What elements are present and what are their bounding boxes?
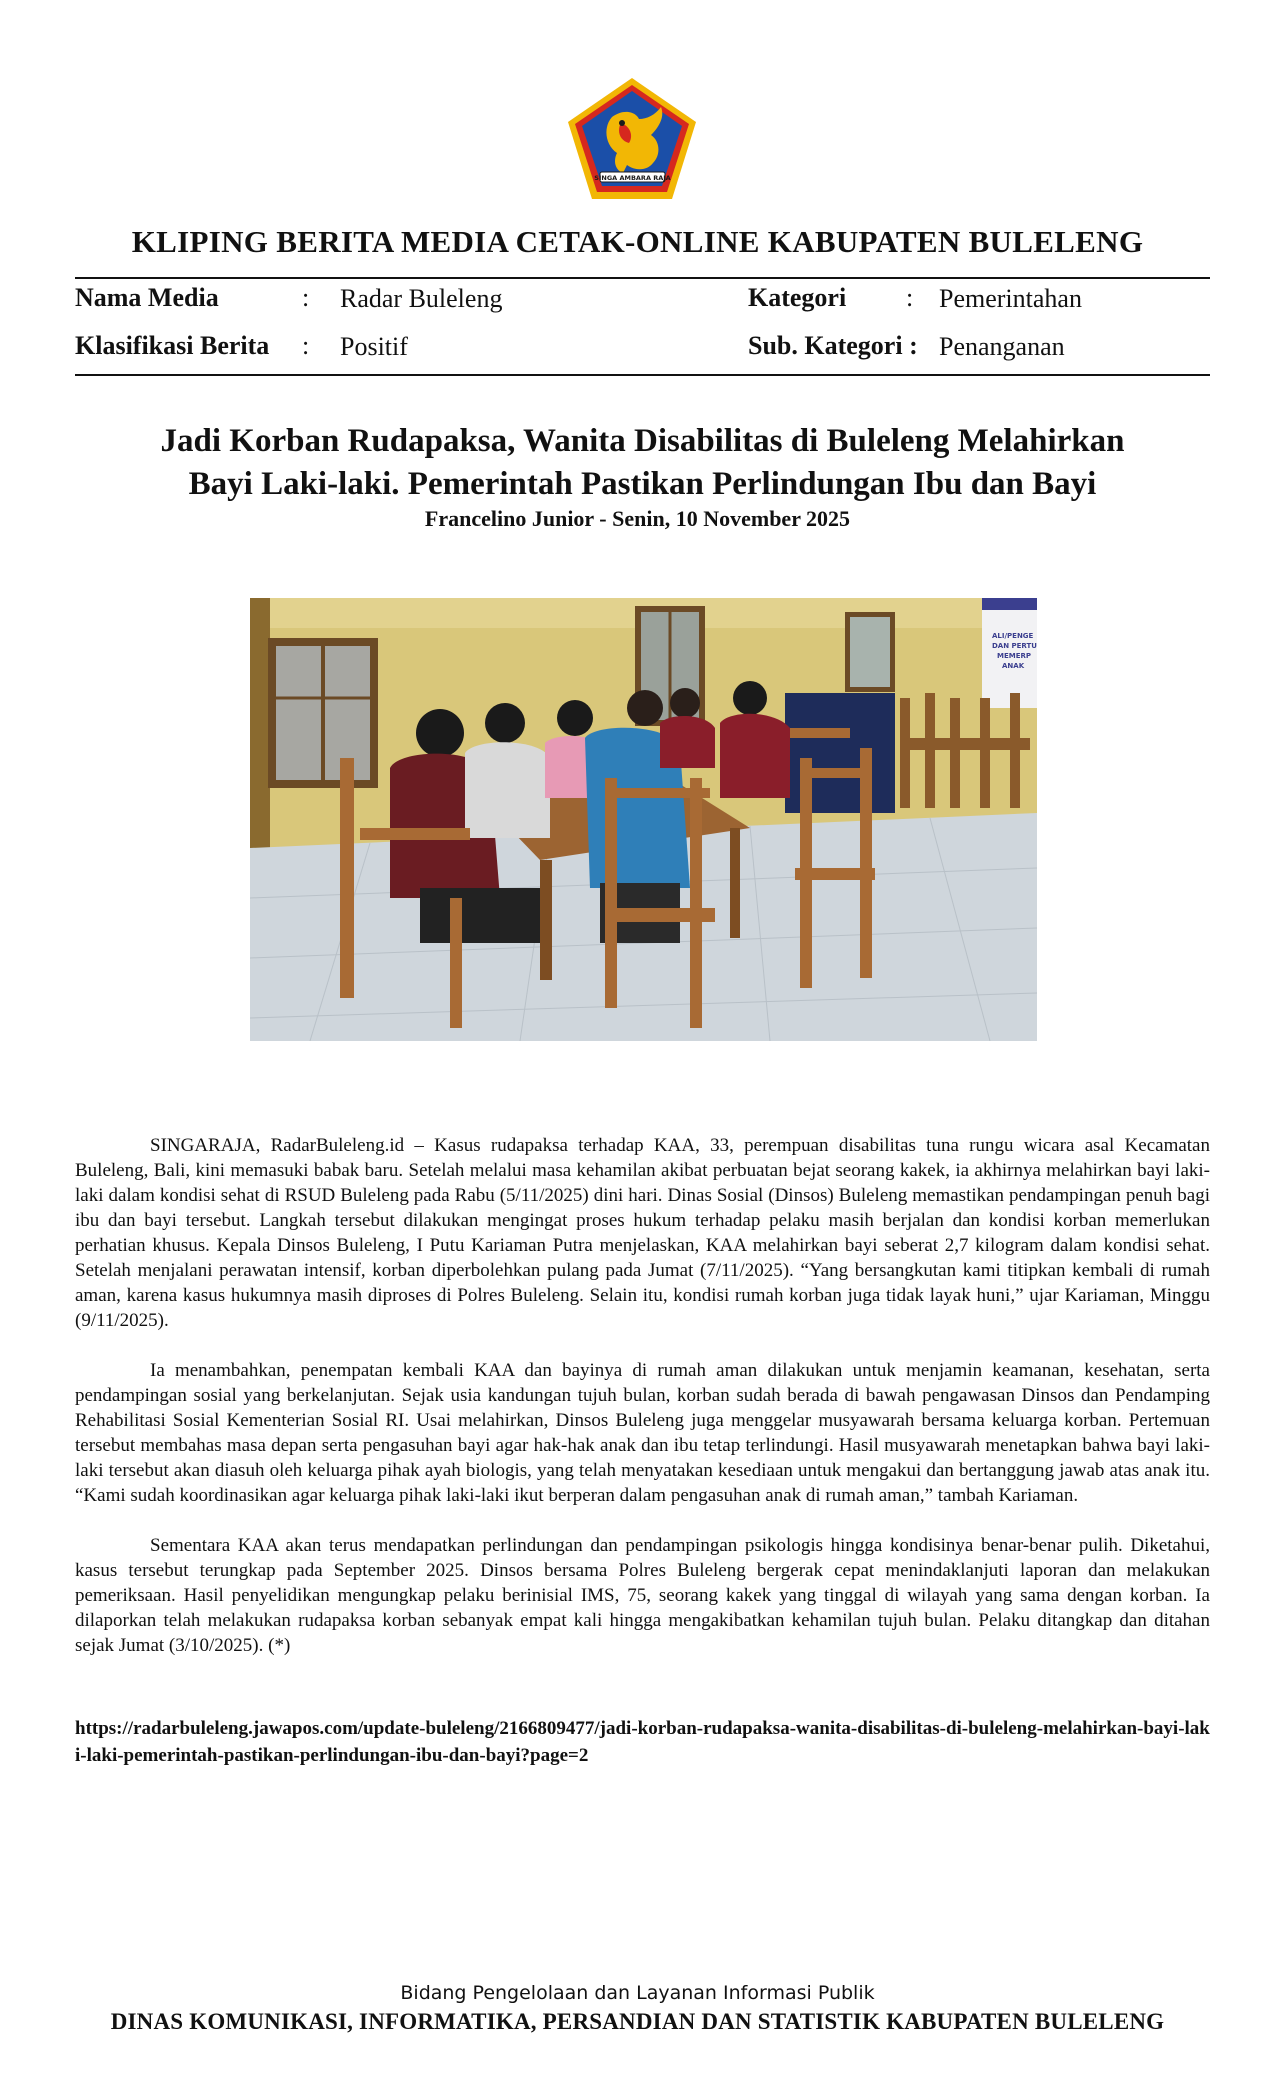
klasifikasi-label: Klasifikasi Berita xyxy=(75,331,270,360)
footer-division: Bidang Pengelolaan dan Layanan Informasi Publik xyxy=(400,1982,875,2004)
footer-agency: DINAS KOMUNIKASI, INFORMATIKA, PERSANDIAN DAN STATISTIK KABUPATEN BULELENG xyxy=(110,2009,1165,2034)
emblem-icon xyxy=(565,75,700,203)
meeting-photo-illustration xyxy=(250,598,1037,1041)
kategori-label: Kategori xyxy=(748,283,847,312)
article-photo xyxy=(250,598,1037,1041)
article-paragraph-2: Ia menambahkan, penempatan kembali KAA dan bayinya di rumah aman dilakukan untuk menjamin keamanan, kesehatan, serta pendampingan sosial yang berkelanjutan. Sejak usia kandungan tujuh bulan, korban sudah berada di bawah pengawasan Dinsos dan Pendamping Rehabilitasi Sosial Kementerian Sosial RI. Usai melahirkan, Dinsos Buleleng juga menggelar musyawarah bersama keluarga korban. Pertemuan tersebut membahas masa depan serta pengasuhan bayi agar hak-hak anak dan ibu tetap terlindungi. Hasil musyawarah menetapkan bahwa bayi laki-laki tersebut akan diasuh oleh keluarga pihak ayah biologis, yang telah menyatakan kesediaan untuk mengakui dan bertanggung jawab atas anak itu. “Kami sudah koordinasikan agar keluarga pihak laki-laki ikut berperan dalam pengasuhan anak di rumah aman,” tambah Kariaman. xyxy=(75,1360,1210,1506)
emblem-motto: SINGA AMBARA RAJA xyxy=(594,174,671,182)
article-headline xyxy=(75,420,1210,506)
article-byline: Francelino Junior - Senin, 10 November 2025 xyxy=(424,506,851,531)
banner-line-4: ANAK xyxy=(1002,662,1025,670)
window-left xyxy=(268,638,378,788)
header-rule-top xyxy=(75,277,1210,279)
klasifikasi-value: Positif xyxy=(340,332,408,361)
article-paragraph-3: Sementara KAA akan terus mendapatkan perlindungan dan pendampingan psikologis hingga kondisinya benar-benar pulih. Diketahui, kasus tersebut terungkap pada September 2025. Dinsos bersama Polres Buleleng bergerak cepat menindaklanjuti laporan dan melakukan pemeriksaan. Hasil penyelidikan mengungkap pelaku berinisial IMS, 75, seorang kakek yang tinggal di wilayah yang sama dengan korban. Ia dilaporkan telah melakukan rudapaksa korban sebanyak empat kali hingga mengakibatkan kehamilan tujuh bulan. Pelaku ditangkap dan ditahan sejak Jumat (3/10/2025). (*) xyxy=(75,1535,1210,1656)
sub-kategori-label: Sub. Kategori : xyxy=(748,331,918,360)
banner-line-1: ALI/PENGE xyxy=(992,632,1034,640)
kategori-sep: : xyxy=(906,283,914,312)
nama-media-value: Radar Buleleng xyxy=(340,284,503,313)
klasifikasi-sep: : xyxy=(302,331,310,360)
banner-line-2: DAN PERTU xyxy=(992,642,1037,650)
banner-line-3: MEMERP xyxy=(997,652,1032,660)
nama-media-label: Nama Media xyxy=(75,283,219,312)
document-title: KLIPING BERITA MEDIA CETAK-ONLINE KABUPATEN BULELENG xyxy=(131,224,1144,259)
window-right xyxy=(845,612,895,692)
source-url-link[interactable]: https://radarbuleleng.jawapos.com/update-buleleng/2166809477/jadi-korban-rudapaksa-wanita-disabilitas-di-buleleng-melahirkan-bayi-laki-laki-pemerintah-pastikan-perlindungan-ibu-dan-bayi?page=2 xyxy=(75,1718,1210,1766)
article-body xyxy=(75,1133,1210,1683)
sub-kategori-value: Penanganan xyxy=(939,332,1065,361)
header-rule-bottom xyxy=(75,374,1210,376)
headline-line-2: Bayi Laki-laki. Pemerintah Pastikan Perlindungan Ibu dan Bayi xyxy=(188,466,1097,502)
buleleng-emblem-logo xyxy=(565,75,700,203)
headline-line-1: Jadi Korban Rudapaksa, Wanita Disabilitas di Buleleng Melahirkan xyxy=(160,423,1125,459)
banner-sign xyxy=(982,598,1037,708)
article-paragraph-1: SINGARAJA, RadarBuleleng.id – Kasus rudapaksa terhadap KAA, 33, perempuan disabilitas tuna rungu wicara asal Kecamatan Buleleng, Bali, kini memasuki babak baru. Setelah melalui masa kehamilan akibat perbuatan bejat seorang kakek, ia akhirnya melahirkan bayi laki-laki dalam kondisi sehat di RSUD Buleleng pada Rabu (5/11/2025) dini hari. Dinas Sosial (Dinsos) Buleleng memastikan pendampingan penuh bagi ibu dan bayi tersebut. Langkah tersebut dilakukan mengingat proses hukum terhadap pelaku masih berjalan dan kondisi korban memerlukan perhatian khusus. Kepala Dinsos Buleleng, I Putu Kariaman Putra menjelaskan, KAA melahirkan bayi seberat 2,7 kilogram dalam kondisi sehat. Setelah menjalani perawatan intensif, korban diperbolehkan pulang pada Jumat (7/11/2025). “Yang bersangkutan kami titipkan kembali di rumah aman, karena kasus hukumnya masih diproses di Polres Buleleng. Selain itu, kondisi rumah korban juga tidak layak huni,” ujar Kariaman, Minggu (9/11/2025). xyxy=(75,1135,1210,1331)
kategori-value: Pemerintahan xyxy=(939,284,1082,313)
nama-media-sep: : xyxy=(302,283,310,312)
